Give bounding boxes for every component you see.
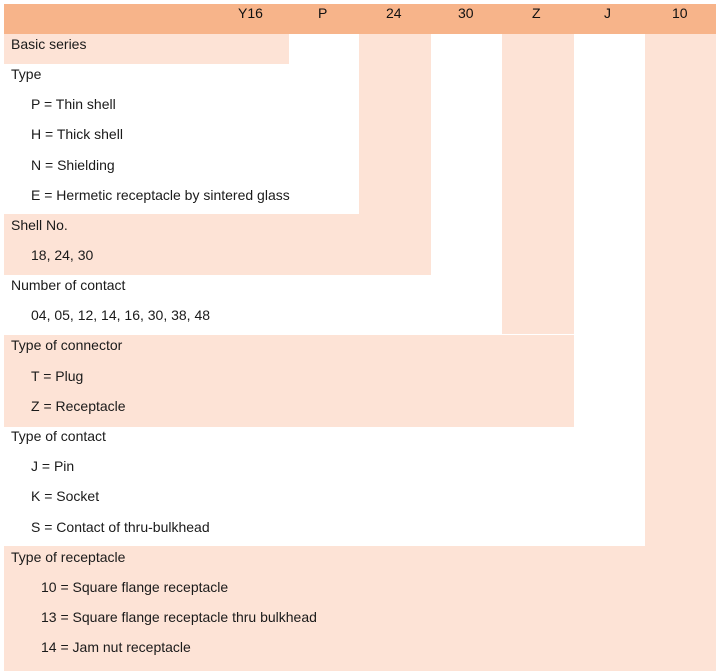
header-code-contacts: 30 — [458, 5, 474, 21]
header-code-series: Y16 — [238, 5, 263, 21]
header-code-type: P — [318, 5, 328, 21]
header-code-contact-type: J — [604, 5, 611, 21]
header-code-shell: 24 — [386, 5, 402, 21]
header-code-connector: Z — [532, 5, 541, 21]
column-shade-receptacle — [645, 34, 716, 546]
column-shade-connector — [502, 34, 574, 334]
header-code-receptacle: 10 — [672, 5, 688, 21]
column-shade-shell — [359, 34, 431, 214]
